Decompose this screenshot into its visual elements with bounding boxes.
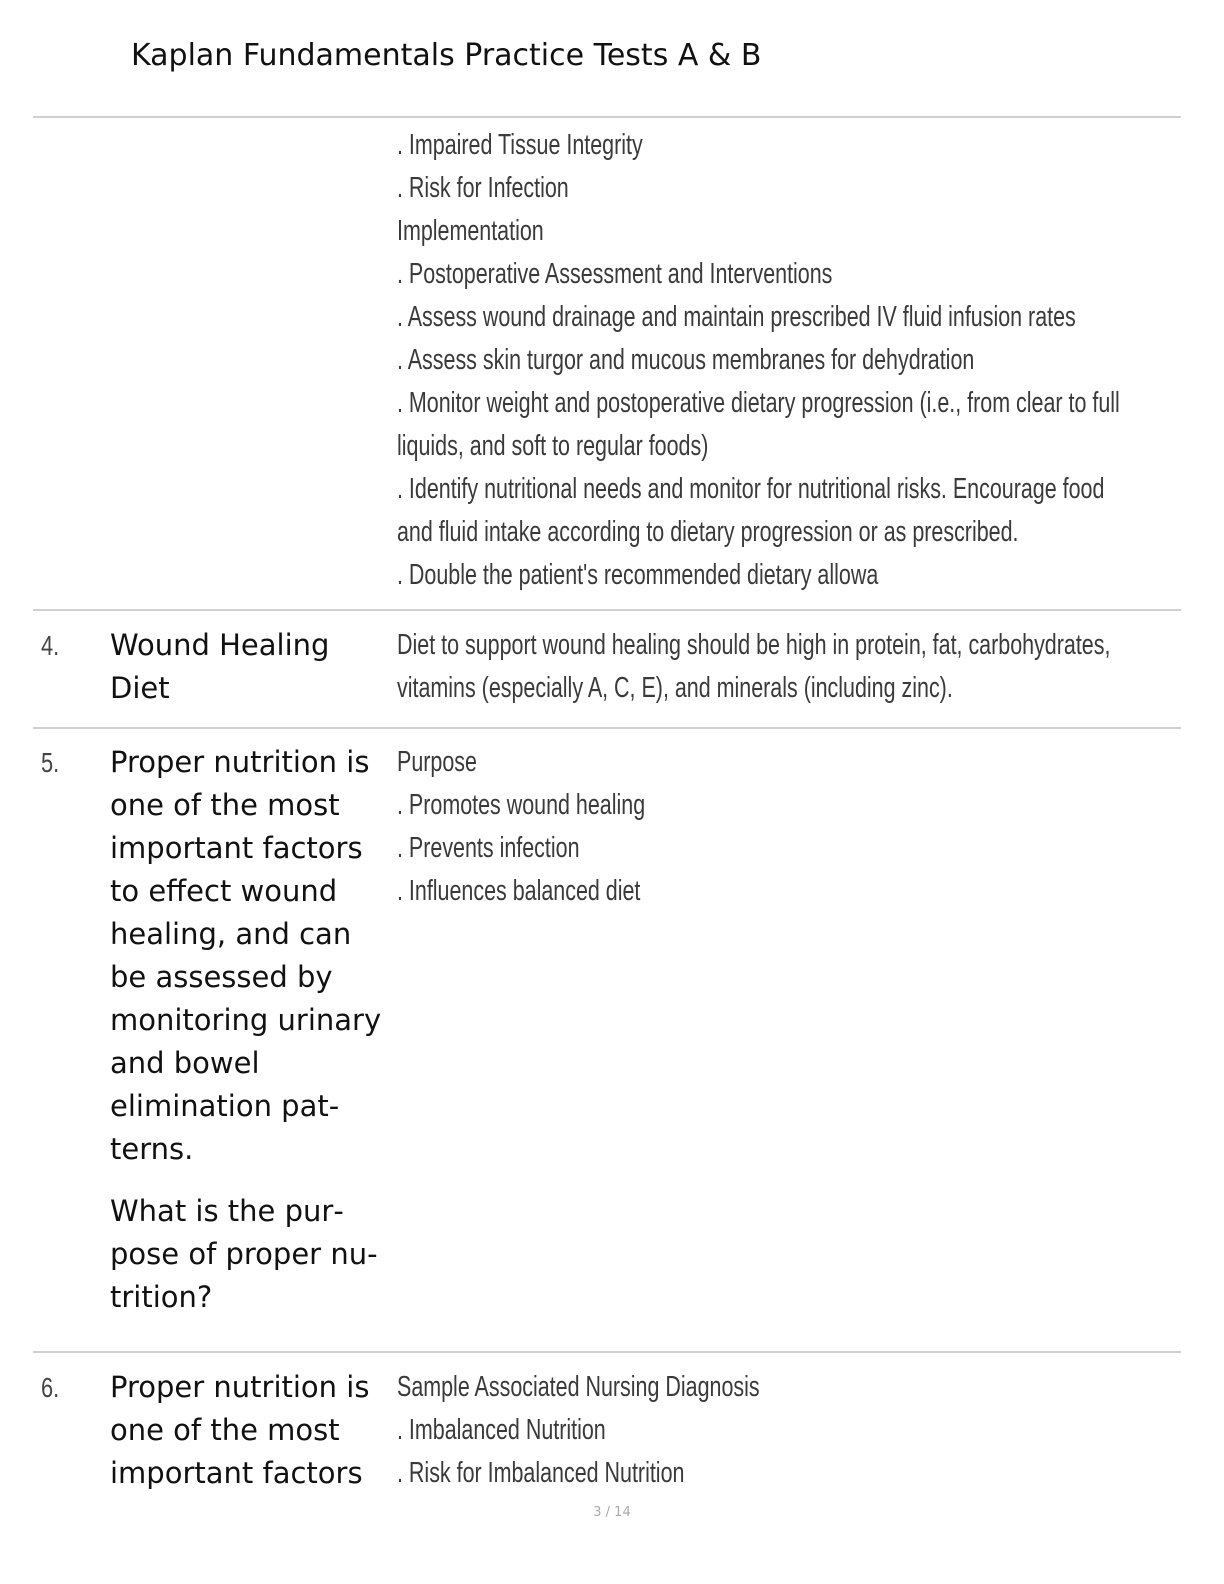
question-text: Proper nutrition is one of the most important factors to effect wound healing, and can be assessed by monitoring urinary and bowel elimination patterns. (110, 745, 382, 1166)
answer-line: vitamins (especially A, C, E), and minerals (including zinc). (397, 672, 953, 704)
answer-line: Implementation (397, 215, 544, 247)
answer-line: and fluid intake according to dietary progression or as prescribed. (397, 516, 1019, 548)
card-number: 4. (41, 630, 60, 661)
answer-line: . Impaired Tissue Integrity (397, 129, 643, 161)
page-number: 3 / 14 (593, 1505, 631, 1520)
question-text: Proper nutrition is one of the most important factors (110, 1370, 370, 1490)
divider (33, 1351, 1181, 1353)
card-answer (397, 624, 1167, 710)
card-answer (397, 1366, 1167, 1495)
answer-line: . Assess skin turgor and mucous membranes for dehydration (397, 344, 975, 376)
answer-line: . Risk for Infection (397, 172, 569, 204)
divider (33, 116, 1181, 118)
card-number: 6. (41, 1372, 60, 1403)
answer-line: . Risk for Imbalanced Nutrition (397, 1457, 685, 1489)
card-question (110, 741, 392, 1319)
answer-line: . Assess wound drainage and maintain prescribed IV fluid infusion rates (397, 301, 1076, 333)
page-title: Kaplan Fundamentals Practice Tests A & B (131, 38, 762, 73)
question-text: What is the purpose of proper nutrition? (110, 1194, 378, 1314)
divider (33, 609, 1181, 611)
answer-line: . Promotes wound healing (397, 789, 646, 821)
answer-line: Sample Associated Nursing Diagnosis (397, 1371, 760, 1403)
answer-line: . Identify nutritional needs and monitor for nutritional risks. Encourage food (397, 473, 1105, 505)
answer-line: . Imbalanced Nutrition (397, 1414, 606, 1446)
answer-line: . Double the patient's recommended dietary allowa (397, 559, 879, 591)
question-text: Wound Healing Diet (110, 628, 330, 705)
card-number: 5. (41, 747, 60, 778)
card-question (110, 1366, 392, 1495)
answer-line: . Influences balanced diet (397, 875, 641, 907)
card-question (110, 624, 392, 710)
answer-line: liquids, and soft to regular foods) (397, 430, 709, 462)
divider (33, 727, 1181, 729)
answer-line: . Prevents infection (397, 832, 580, 864)
continued-answer (397, 124, 1167, 597)
answer-line: Purpose (397, 746, 477, 778)
card-answer (397, 741, 1167, 913)
answer-line: Diet to support wound healing should be high in protein, fat, carbohydrates, (397, 629, 1111, 661)
answer-line: . Monitor weight and postoperative dietary progression (i.e., from clear to full (397, 387, 1120, 419)
answer-line: . Postoperative Assessment and Interventions (397, 258, 833, 290)
